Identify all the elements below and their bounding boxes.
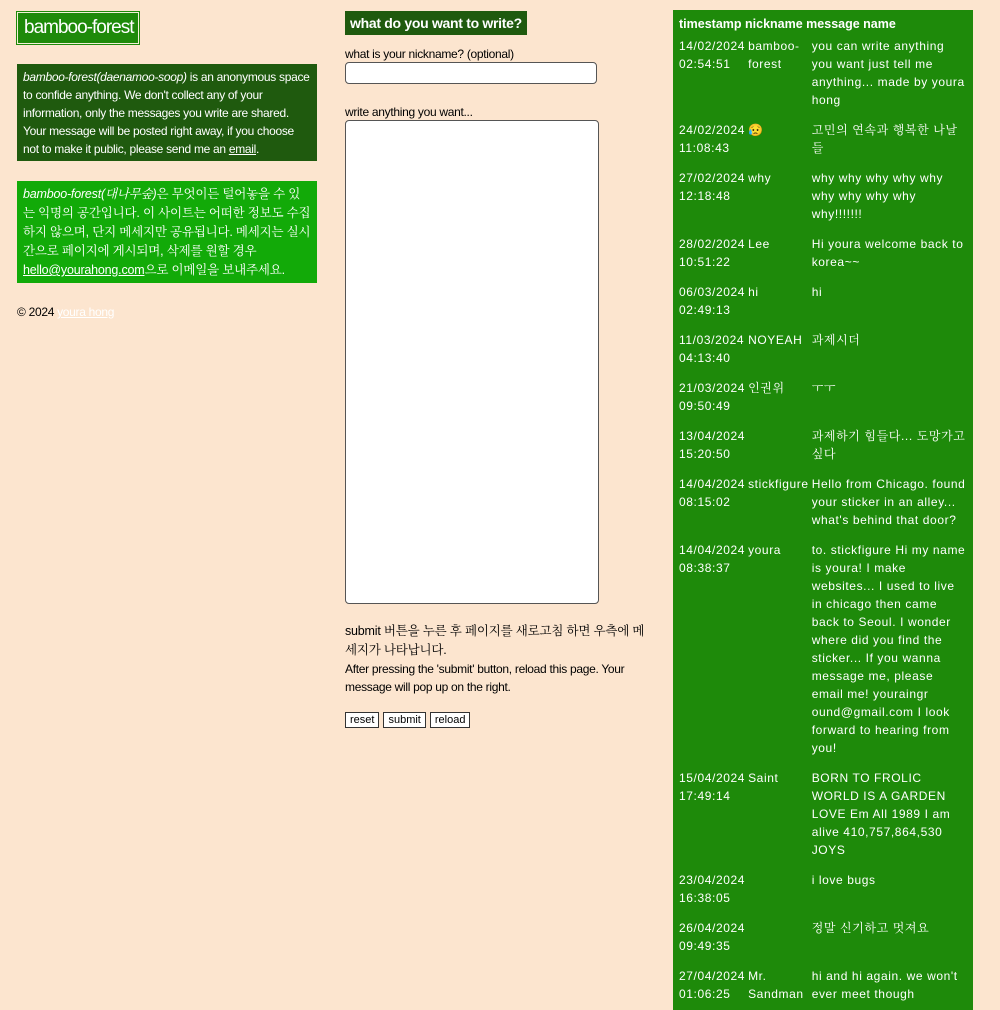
message-time: 09:49:35 bbox=[679, 939, 731, 953]
message-timestamp bbox=[679, 539, 748, 767]
message-nickname: Lee bbox=[748, 237, 770, 251]
message-date: 14/02/2024 bbox=[679, 39, 746, 53]
table-row bbox=[679, 329, 971, 377]
message-text: 고민의 연속과 행복한 나날들 bbox=[811, 123, 958, 155]
message-time: 12:18:48 bbox=[679, 189, 731, 203]
message-date: 23/04/2024 bbox=[679, 873, 746, 887]
nickname-label: what is your nickname? (optional) bbox=[345, 47, 514, 61]
message-nickname: NOYEAH bbox=[748, 333, 803, 347]
table-row bbox=[679, 917, 971, 965]
nickname-input[interactable] bbox=[345, 62, 597, 84]
message-nickname: bamboo-forest bbox=[748, 39, 800, 71]
message-date: 27/04/2024 bbox=[679, 969, 746, 983]
message-timestamp bbox=[679, 329, 748, 377]
message-time: 08:15:02 bbox=[679, 495, 731, 509]
header-name: name bbox=[863, 17, 896, 31]
message-nickname: why bbox=[748, 171, 772, 185]
table-row bbox=[679, 119, 971, 167]
message-time: 02:54:51 bbox=[679, 57, 731, 71]
message-text: Hi youra welcome back to korea~~ bbox=[811, 237, 964, 269]
instruction-english: After pressing the 'submit' button, reload this page. Your message will pop up on the right. bbox=[345, 662, 625, 694]
table-row bbox=[679, 281, 971, 329]
table-row bbox=[679, 233, 971, 281]
message-nickname: 😥 bbox=[748, 123, 764, 137]
message-date: 27/02/2024 bbox=[679, 171, 746, 185]
message-time: 09:50:49 bbox=[679, 399, 731, 413]
write-form bbox=[345, 11, 655, 728]
messages-header-row bbox=[679, 14, 971, 35]
message-text: to. stickfigure Hi my name is youra! I make websites... I used to live in chicago then came back to Seoul. I wonder where did you find the sticker... If you wanna message me, please email me! youraingr​ound@gmail.com I look forward to hearing from you! bbox=[811, 543, 966, 755]
message-nickname bbox=[748, 425, 812, 473]
message-time: 17:49:14 bbox=[679, 789, 731, 803]
message-nickname bbox=[748, 869, 812, 917]
message-date: 06/03/2024 bbox=[679, 285, 746, 299]
message-time: 01:06:25 bbox=[679, 987, 731, 1001]
message-date: 26/04/2024 bbox=[679, 921, 746, 935]
message-date: 24/02/2024 bbox=[679, 123, 746, 137]
message-date: 14/04/2024 bbox=[679, 477, 746, 491]
message-timestamp bbox=[679, 767, 748, 869]
message-time: 11:08:43 bbox=[679, 141, 730, 155]
message-text: 과제시더 bbox=[811, 333, 861, 347]
email-address-link[interactable]: hello@yourahong.com bbox=[23, 263, 145, 277]
table-row bbox=[679, 869, 971, 917]
header-message: message bbox=[806, 17, 860, 31]
message-date: 15/04/2024 bbox=[679, 771, 746, 785]
message-nickname: hi bbox=[748, 285, 759, 299]
message-text: hi and hi again. we won't ever meet though bbox=[811, 969, 958, 1001]
message-text: 과제하기 힘들다... 도망가고싶다 bbox=[811, 429, 966, 461]
message-time: 04:13:40 bbox=[679, 351, 731, 365]
about-column bbox=[17, 12, 317, 319]
reset-button[interactable]: reset bbox=[345, 712, 379, 728]
instruction-korean: submit 버튼을 누른 후 페이지를 새로고침 하면 우측에 메세지가 나타납니다. bbox=[345, 624, 645, 657]
message-timestamp bbox=[679, 869, 748, 917]
author-link[interactable]: youra hong bbox=[57, 305, 115, 319]
about-ko-lead: bamboo-forest(대나무숲) bbox=[23, 187, 157, 201]
message-text: ㅜㅜ bbox=[811, 381, 837, 395]
message-time: 15:20:50 bbox=[679, 447, 731, 461]
message-nickname: Mr. Sandman bbox=[748, 969, 804, 1001]
message-timestamp bbox=[679, 377, 748, 425]
message-time: 16:38:05 bbox=[679, 891, 731, 905]
message-time: 10:51:22 bbox=[679, 255, 731, 269]
copyright bbox=[17, 305, 317, 319]
form-buttons bbox=[345, 712, 655, 728]
message-text: hi bbox=[811, 285, 823, 299]
email-link[interactable]: email bbox=[228, 142, 257, 156]
header-nickname: nickname bbox=[745, 17, 803, 31]
submit-button[interactable]: submit bbox=[383, 712, 425, 728]
message-date: 28/02/2024 bbox=[679, 237, 746, 251]
table-row bbox=[679, 35, 971, 119]
form-title: what do you want to write? bbox=[345, 11, 527, 35]
site-title: bamboo-forest bbox=[17, 12, 139, 44]
about-english bbox=[17, 64, 317, 161]
message-nickname: stickfigure bbox=[748, 477, 809, 491]
message-nickname: youra bbox=[748, 543, 782, 557]
message-timestamp bbox=[679, 425, 748, 473]
message-timestamp bbox=[679, 233, 748, 281]
reload-button[interactable]: reload bbox=[430, 712, 471, 728]
message-timestamp bbox=[679, 35, 748, 119]
table-row bbox=[679, 965, 971, 1010]
message-date: 13/04/2024 bbox=[679, 429, 746, 443]
about-korean bbox=[17, 181, 317, 283]
messages-panel bbox=[673, 10, 973, 1010]
header-timestamp: timestamp bbox=[679, 17, 742, 31]
table-row bbox=[679, 167, 971, 233]
messages-header bbox=[679, 14, 971, 35]
message-text: Hello from Chicago. found your sticker in an alley... what's behind that door? bbox=[811, 477, 966, 527]
message-label: write anything you want... bbox=[345, 105, 473, 119]
table-row bbox=[679, 377, 971, 425]
message-timestamp bbox=[679, 917, 748, 965]
messages-table bbox=[679, 14, 971, 1010]
message-textarea[interactable] bbox=[345, 120, 599, 604]
messages-body bbox=[679, 35, 971, 1010]
message-time: 08:38:37 bbox=[679, 561, 731, 575]
message-nickname: Saint bbox=[748, 771, 779, 785]
message-timestamp bbox=[679, 281, 748, 329]
table-row bbox=[679, 767, 971, 869]
message-text: BORN TO FROLIC WORLD IS A GARDEN LOVE Em All 1989 I am alive 410,757,864,530 JOYS bbox=[811, 771, 951, 857]
table-row bbox=[679, 539, 971, 767]
about-en-body: is an anonymous space to confide anything. We don't collect any of your information, only the messages you write are shared. Your message will be posted right away, if you choose not to make it public, please send me an bbox=[23, 70, 310, 156]
message-nickname: 인권위 bbox=[748, 381, 785, 395]
about-en-end: . bbox=[256, 142, 260, 156]
message-date: 14/04/2024 bbox=[679, 543, 746, 557]
message-nickname bbox=[748, 917, 812, 965]
message-timestamp bbox=[679, 119, 748, 167]
message-text: you can write anything you want just tell me anything... made by youra hong bbox=[811, 39, 965, 107]
message-text: i love bugs bbox=[811, 873, 876, 887]
table-row bbox=[679, 473, 971, 539]
message-text: why why why why why why why why why why!!!!!!! bbox=[811, 171, 944, 221]
message-timestamp bbox=[679, 473, 748, 539]
about-en-lead: bamboo-forest(daenamoo-soop) bbox=[23, 70, 187, 84]
message-date: 11/03/2024 bbox=[679, 333, 745, 347]
message-timestamp bbox=[679, 167, 748, 233]
about-ko-end: 으로 이메일을 보내주세요. bbox=[144, 263, 285, 277]
message-time: 02:49:13 bbox=[679, 303, 731, 317]
message-text: 정말 신기하고 멋져요 bbox=[811, 921, 930, 935]
message-date: 21/03/2024 bbox=[679, 381, 746, 395]
copyright-text: © 2024 bbox=[17, 305, 58, 319]
message-timestamp bbox=[679, 965, 748, 1010]
table-row bbox=[679, 425, 971, 473]
about-ko-body: 은 무엇이든 털어놓을 수 있는 익명의 공간입니다. 이 사이트는 어떠한 정보도 수집하지 않으며, 단지 메세지만 공유됩니다. 메세지는 실시간으로 페이지에 게시되며, 삭제를 원할 경우 bbox=[23, 187, 311, 258]
